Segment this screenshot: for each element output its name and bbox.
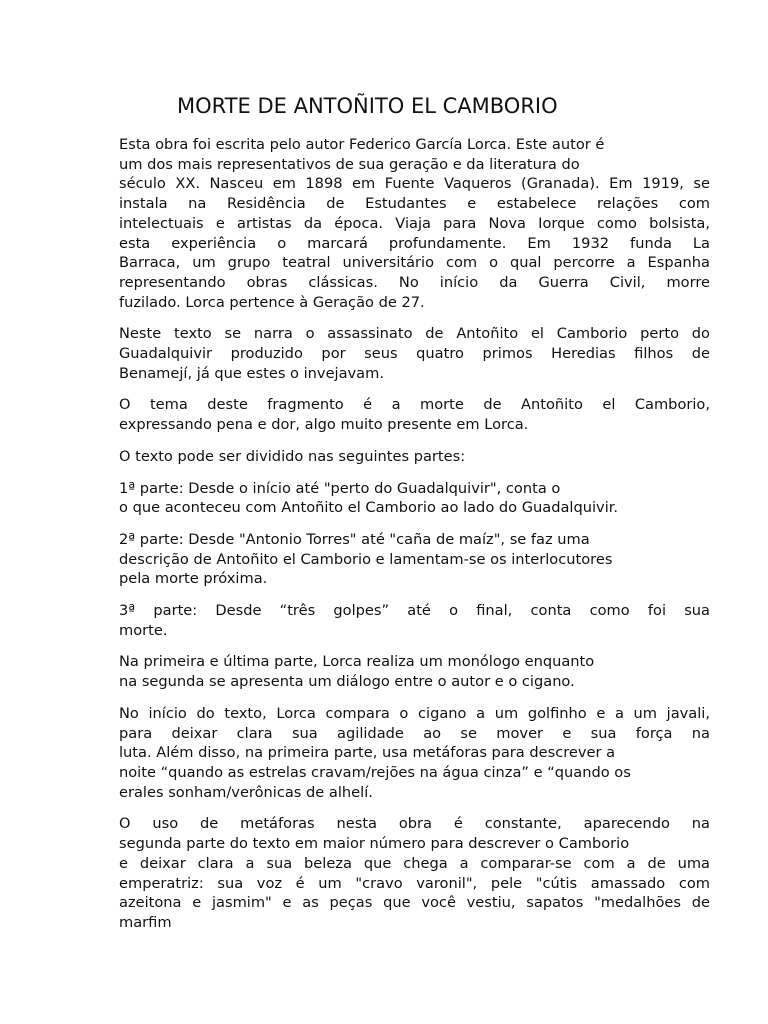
text-line: No início do texto, Lorca compara o cigano a um golfinho e a um javali, <box>119 704 710 722</box>
text-line: Benamejí, já que estes o invejavam. <box>119 364 384 382</box>
text-line: Guadalquivir produzido por seus quatro primos Heredias filhos de <box>119 345 710 363</box>
text-line: morte. <box>119 621 168 639</box>
document-title: MORTE DE ANTOÑITO EL CAMBORIO <box>177 94 558 118</box>
text-line: O texto pode ser dividido nas seguintes partes: <box>119 447 466 465</box>
text-line: representando obras clássicas. No início da Guerra Civil, morre <box>119 273 710 291</box>
text-line: O tema deste fragmento é a morte de Antoñito el Camborio, <box>119 396 710 414</box>
text-line: o que aconteceu com Antoñito el Camborio ao lado do Guadalquivir. <box>119 499 619 517</box>
text-line: Na primeira e última parte, Lorca realiza um monólogo enquanto <box>119 653 595 671</box>
text-line: emperatriz: sua voz é um "cravo varonil", pele "cútis amassado com <box>119 874 710 892</box>
text-line: azeitona e jasmim" e as peças que você vestiu, sapatos "medalhões de <box>119 894 710 912</box>
text-line: intelectuais e artistas da época. Viaja para Nova Iorque como bolsista, <box>119 214 710 232</box>
text-line: segunda parte do texto em maior número para descrever o Camborio <box>119 835 630 853</box>
text-line: marfim <box>119 913 172 931</box>
text-line: Esta obra foi escrita pelo autor Federico García Lorca. Este autor é <box>119 136 605 153</box>
paragraph <box>119 479 710 518</box>
text-line: 3ª parte: Desde “três golpes” até o final, conta como foi sua <box>119 602 710 620</box>
text-line: noite “quando as estrelas cravam/rejões na água cinza” e “quando os <box>119 763 631 781</box>
text-line: para deixar clara sua agilidade ao se mover e sua força na <box>119 724 710 742</box>
text-line: 1ª parte: Desde o início até "perto do Guadalquivir", conta o <box>119 479 561 497</box>
paragraph <box>119 601 710 640</box>
text-line: 2ª parte: Desde "Antonio Torres" até "caña de maíz", se faz uma <box>119 530 590 548</box>
paragraph <box>119 704 710 803</box>
paragraph <box>119 814 710 932</box>
text-line: luta. Além disso, na primeira parte, usa metáforas para descrever a <box>119 744 616 762</box>
text-line: expressando pena e dor, algo muito presente em Lorca. <box>119 416 529 434</box>
text-line: pela morte próxima. <box>119 570 268 588</box>
document-body <box>119 135 710 945</box>
paragraph <box>119 447 710 467</box>
text-line: O uso de metáforas nesta obra é constante, aparecendo na <box>119 815 710 833</box>
text-line: descrição de Antoñito el Camborio e lamentam-se os interlocutores <box>119 550 613 568</box>
text-line: fuzilado. Lorca pertence à Geração de 27. <box>119 293 425 311</box>
paragraph <box>119 324 710 383</box>
paragraph <box>119 530 710 589</box>
text-line: erales sonham/verônicas de alhelí. <box>119 783 373 801</box>
paragraph <box>119 652 710 691</box>
paragraph <box>119 395 710 434</box>
paragraph <box>119 135 710 312</box>
text-line: instala na Residência de Estudantes e estabelece relações com <box>119 195 710 213</box>
text-line: Barraca, um grupo teatral universitário com o qual percorre a Espanha <box>119 254 710 272</box>
text-line: na segunda se apresenta um diálogo entre o autor e o cigano. <box>119 673 575 691</box>
text-line: um dos mais representativos de sua geração e da literatura do <box>119 155 580 173</box>
text-line: e deixar clara a sua beleza que chega a comparar-se com a de uma <box>119 854 710 872</box>
text-line: esta experiência o marcará profundamente. Em 1932 funda La <box>119 234 710 252</box>
text-line: Neste texto se narra o assassinato de Antoñito el Camborio perto do <box>119 325 710 343</box>
text-line: século XX. Nasceu em 1898 em Fuente Vaqueros (Granada). Em 1919, se <box>119 175 710 193</box>
